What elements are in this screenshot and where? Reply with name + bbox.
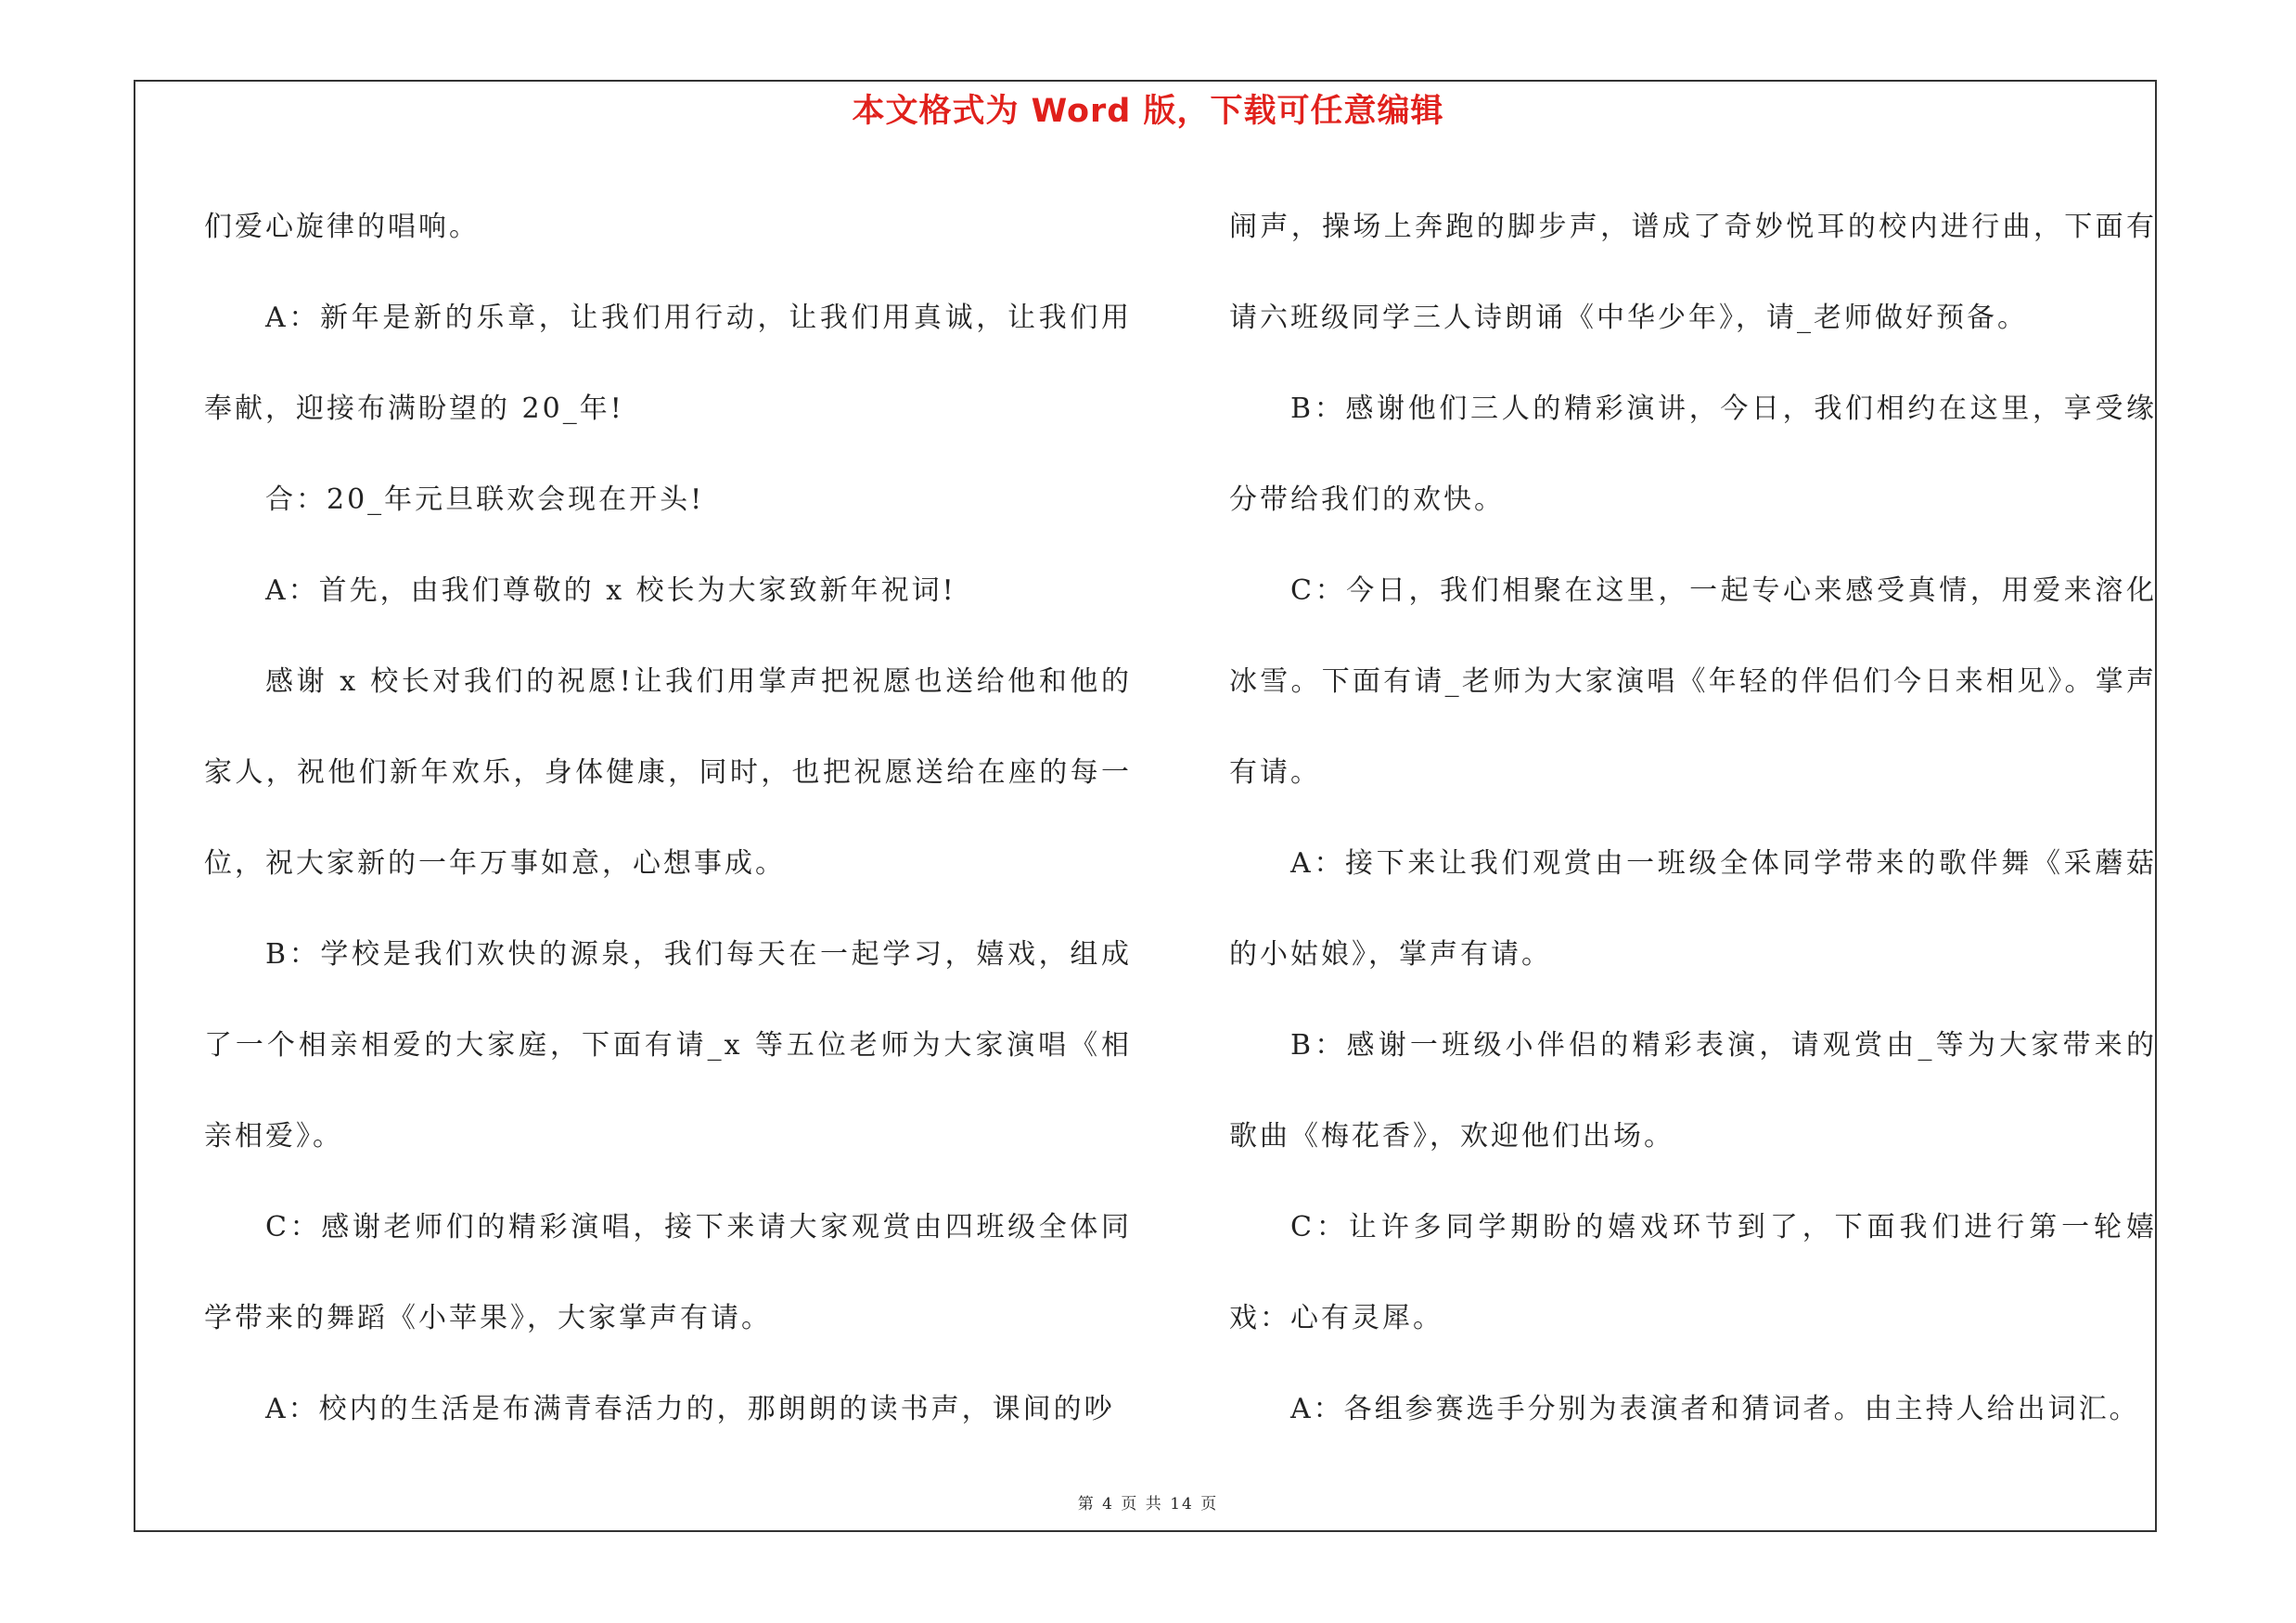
paragraph: 们爱心旋律的唱响。	[204, 211, 480, 243]
paragraph: C：感谢老师们的精彩演唱，接下来请大家观赏由四班级全体同学带来的舞蹈《小苹果》，大家掌声有请。	[204, 1211, 1132, 1334]
paragraph: 合：20_年元旦联欢会现在开头!	[265, 483, 705, 516]
paragraph: A：新年是新的乐章，让我们用行动，让我们用真诚，让我们用奉献，迎接布满盼望的 20_年!	[204, 302, 1132, 425]
paragraph: A：首先，由我们尊敬的 x 校长为大家致新年祝词!	[265, 574, 956, 607]
paragraph: B：感谢一班级小伴侣的精彩表演，请观赏由_等为大家带来的歌曲《梅花香》，欢迎他们出场。	[1229, 1029, 2157, 1153]
paragraph: B：感谢他们三人的精彩演讲，今日，我们相约在这里，享受缘分带给我们的欢快。	[1229, 393, 2157, 516]
paragraph: A：接下来让我们观赏由一班级全体同学带来的歌伴舞《采蘑菇的小姑娘》，掌声有请。	[1229, 847, 2157, 971]
paragraph: A：各组参赛选手分别为表演者和猜词者。由主持人给出词汇。	[1290, 1393, 2140, 1425]
paragraph: C：让许多同学期盼的嬉戏环节到了，下面我们进行第一轮嬉戏：心有灵犀。	[1229, 1211, 2157, 1334]
left-column	[204, 182, 1132, 1455]
paragraph: 感谢 x 校长对我们的祝愿!让我们用掌声把祝愿也送给他和他的家人，祝他们新年欢乐，身体健康，同时，也把祝愿送给在座的每一位，祝大家新的一年万事如意，心想事成。	[204, 665, 1132, 880]
right-column	[1229, 182, 2157, 1455]
paragraph: C：今日，我们相聚在这里，一起专心来感受真情，用爱来溶化冰雪。下面有请_老师为大家演唱《年轻的伴侣们今日来相见》。掌声有请。	[1229, 574, 2157, 789]
paragraph: B：学校是我们欢快的源泉，我们每天在一起学习，嬉戏，组成了一个相亲相爱的大家庭，下面有请_x 等五位老师为大家演唱《相亲相爱》。	[204, 938, 1132, 1153]
paragraph: A：校内的生活是布满青春活力的，那朗朗的读书声，课间的吵	[265, 1393, 1115, 1425]
page-number-footer: 第 4 页 共 14 页	[1077, 1495, 1219, 1514]
paragraph: 闹声，操场上奔跑的脚步声，谱成了奇妙悦耳的校内进行曲，下面有请六班级同学三人诗朗诵《中华少年》，请_老师做好预备。	[1229, 211, 2157, 334]
format-banner: 本文格式为 Word 版，下载可任意编辑	[852, 93, 1444, 130]
